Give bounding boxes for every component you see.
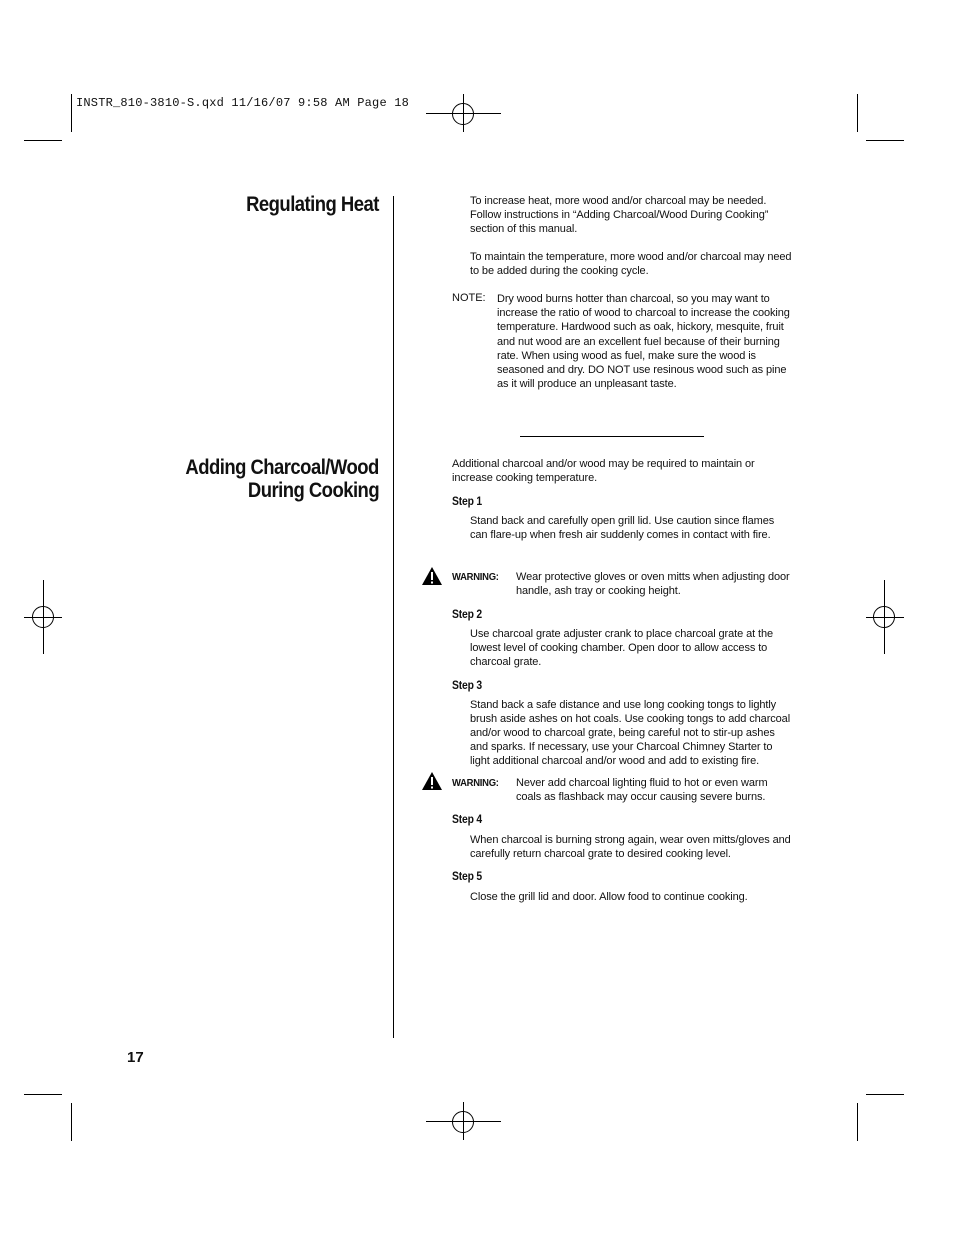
paragraph-line: To increase heat, more wood and/or charcoal may be needed.	[470, 195, 767, 207]
note-line: and nut wood are an excellent fuel because of their burning	[497, 336, 780, 348]
crop-mark	[71, 1103, 72, 1141]
paragraph-line: to be added during the cooking cycle.	[470, 265, 649, 277]
warning-line: handle, ash tray or cooking height.	[516, 585, 681, 597]
section-rule	[520, 436, 704, 437]
note-line: temperature. Hardwood such as oak, hickory, mesquite, fruit	[497, 321, 784, 333]
crop-mark	[866, 140, 904, 141]
note-line: rate. When using wood as fuel, make sure the wood is	[497, 350, 756, 362]
step-3-line: brush aside ashes on hot coals. Use cooking tongs to add charcoal	[470, 713, 791, 725]
crop-mark	[866, 1094, 904, 1095]
heading-adding-line2: During Cooking	[247, 479, 379, 502]
step-1-line: can flare-up when fresh air suddenly comes in contact with fire.	[470, 529, 771, 541]
warning-line: Never add charcoal lighting fluid to hot or even warm	[516, 777, 768, 789]
paragraph-line: section of this manual.	[470, 223, 578, 235]
paragraph-line: To maintain the temperature, more wood and/or charcoal may need	[470, 251, 792, 263]
note-line: increase the ratio of wood to charcoal to increase the cooking	[497, 307, 790, 319]
paragraph-line: Follow instructions in “Adding Charcoal/Wood During Cooking”	[470, 209, 769, 221]
page-number: 17	[127, 1049, 144, 1066]
note-line: seasoned and dry. DO NOT use resinous wood such as pine	[497, 364, 787, 376]
crop-mark	[857, 1103, 858, 1141]
crop-mark	[71, 94, 72, 132]
crop-mark	[857, 94, 858, 132]
step-2-line: charcoal grate.	[470, 656, 542, 668]
intro-line: increase cooking temperature.	[452, 472, 598, 484]
crop-mark	[24, 140, 62, 141]
heading-adding-line1: Adding Charcoal/Wood	[185, 456, 379, 479]
step-3-line: and/or wood to charcoal grate, being careful not to stir-up ashes	[470, 727, 775, 739]
step-4-label: Step 4	[452, 814, 482, 826]
step-1-line: Stand back and carefully open grill lid. Use caution since flames	[470, 515, 775, 527]
step-5-label: Step 5	[452, 871, 482, 883]
note-line: as it will produce an unpleasant taste.	[497, 378, 677, 390]
step-4-line: When charcoal is burning strong again, wear oven mitts/gloves and	[470, 834, 791, 846]
step-3-label: Step 3	[452, 680, 482, 692]
step-2-line: Use charcoal grate adjuster crank to place charcoal grate at the	[470, 628, 773, 640]
heading-regulating-heat: Regulating Heat	[246, 193, 379, 216]
warning-line: coals as flashback may occur causing severe burns.	[516, 791, 766, 803]
note-line: Dry wood burns hotter than charcoal, so you may want to	[497, 293, 770, 305]
file-slug: INSTR_810-3810-S.qxd 11/16/07 9:58 AM Page 18	[76, 96, 410, 110]
warning-icon	[421, 566, 443, 586]
intro-line: Additional charcoal and/or wood may be required to maintain or	[452, 458, 755, 470]
warning-label: WARNING:	[452, 571, 499, 583]
step-2-label: Step 2	[452, 609, 482, 621]
step-3-line: and sparks. If necessary, use your Charcoal Chimney Starter to	[470, 741, 773, 753]
step-3-line: Stand back a safe distance and use long cooking tongs to lightly	[470, 699, 777, 711]
step-5-line: Close the grill lid and door. Allow food to continue cooking.	[470, 891, 748, 903]
note-label: NOTE:	[452, 292, 486, 304]
step-1-label: Step 1	[452, 496, 482, 508]
column-divider	[393, 196, 394, 1038]
warning-line: Wear protective gloves or oven mitts when adjusting door	[516, 571, 790, 583]
step-2-line: lowest level of cooking chamber. Open door to allow access to	[470, 642, 768, 654]
step-4-line: carefully return charcoal grate to desired cooking level.	[470, 848, 731, 860]
step-3-line: light additional charcoal and/or wood and add to existing fire.	[470, 755, 760, 767]
warning-icon	[421, 771, 443, 791]
warning-label: WARNING:	[452, 777, 499, 789]
crop-mark	[24, 1094, 62, 1095]
